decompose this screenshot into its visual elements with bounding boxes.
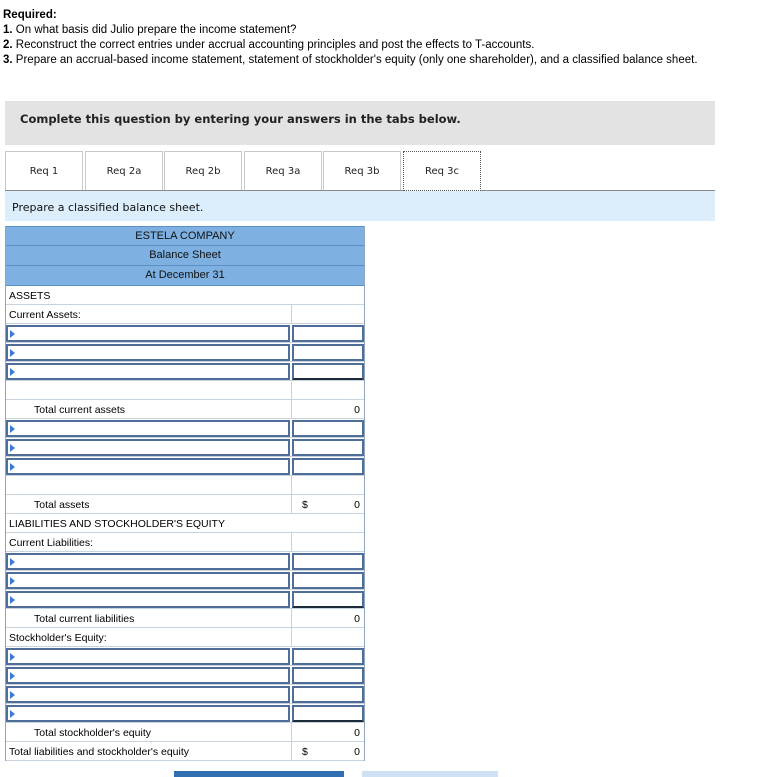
amount-input[interactable] <box>292 705 364 722</box>
total-assets-row: Total assets $ 0 <box>6 495 364 514</box>
tab-req-3a[interactable]: Req 3a <box>244 151 322 190</box>
current-assets-heading-row: Current Assets: <box>6 305 364 324</box>
previous-tab-button[interactable] <box>174 771 344 777</box>
current-liabilities-heading-row: Current Liabilities: <box>6 533 364 552</box>
liability-input-row <box>6 571 364 590</box>
total-stockholders-equity-value: 0 <box>354 727 360 739</box>
asset-input-row <box>6 457 364 476</box>
account-select[interactable] <box>6 458 290 475</box>
blank-row <box>6 476 364 495</box>
currency-symbol: $ <box>302 746 308 758</box>
amount-input[interactable] <box>292 344 364 361</box>
dropdown-marker-icon <box>10 691 15 699</box>
amount-input[interactable] <box>292 325 364 342</box>
account-select[interactable] <box>6 325 290 342</box>
asset-input-row <box>6 343 364 362</box>
requirements <box>3 8 763 68</box>
dropdown-marker-icon <box>10 368 15 376</box>
amount-input[interactable] <box>292 667 364 684</box>
dropdown-marker-icon <box>10 463 15 471</box>
account-select[interactable] <box>6 363 290 380</box>
account-select[interactable] <box>6 667 290 684</box>
tab-req-3c[interactable]: Req 3c <box>403 151 481 191</box>
stockholders-equity-heading-row: Stockholder's Equity: <box>6 628 364 647</box>
next-tab-button[interactable] <box>362 771 498 777</box>
account-select[interactable] <box>6 420 290 437</box>
asset-input-row <box>6 438 364 457</box>
requirement-3: 3. Prepare an accrual-based income statement, statement of stockholder's equity (only one shareholder), and a classified balance sheet. <box>3 54 698 66</box>
total-liabilities-equity-value: 0 <box>354 746 360 758</box>
equity-input-row <box>6 704 364 723</box>
total-stockholders-equity-row: Total stockholder's equity 0 <box>6 723 364 742</box>
total-current-liabilities-row: Total current liabilities 0 <box>6 609 364 628</box>
amount-input[interactable] <box>292 686 364 703</box>
amount-input[interactable] <box>292 363 364 380</box>
liability-input-row <box>6 552 364 571</box>
amount-input[interactable] <box>292 420 364 437</box>
statement-title: Balance Sheet <box>6 246 364 266</box>
blank-row <box>6 381 364 400</box>
total-current-liabilities-value: 0 <box>354 613 360 625</box>
total-current-assets-row: Total current assets 0 <box>6 400 364 419</box>
requirement-1: 1. On what basis did Julio prepare the income statement? <box>3 24 297 36</box>
account-select[interactable] <box>6 648 290 665</box>
total-current-assets-value: 0 <box>354 404 360 416</box>
dropdown-marker-icon <box>10 577 15 585</box>
account-select[interactable] <box>6 705 290 722</box>
amount-input[interactable] <box>292 648 364 665</box>
required-heading: Required: <box>3 9 57 21</box>
balance-sheet <box>5 226 365 761</box>
tab-req-2b[interactable]: Req 2b <box>164 151 242 190</box>
equity-input-row <box>6 666 364 685</box>
account-select[interactable] <box>6 591 290 608</box>
total-assets-value: 0 <box>354 499 360 511</box>
statement-date: At December 31 <box>6 266 364 286</box>
dropdown-marker-icon <box>10 349 15 357</box>
tab-req-2a[interactable]: Req 2a <box>85 151 163 190</box>
dropdown-marker-icon <box>10 596 15 604</box>
liability-input-row <box>6 590 364 609</box>
asset-input-row <box>6 362 364 381</box>
equity-input-row <box>6 647 364 666</box>
instructions-banner: Complete this question by entering your answers in the tabs below. <box>5 101 715 145</box>
tab-instruction: Prepare a classified balance sheet. <box>5 191 715 221</box>
requirement-2: 2. Reconstruct the correct entries under accrual accounting principles and post the effects to T-accounts. <box>3 39 535 51</box>
company-name: ESTELA COMPANY <box>6 226 364 246</box>
tab-req-3b[interactable]: Req 3b <box>323 151 401 190</box>
dropdown-marker-icon <box>10 672 15 680</box>
amount-input[interactable] <box>292 553 364 570</box>
dropdown-marker-icon <box>10 710 15 718</box>
account-select[interactable] <box>6 439 290 456</box>
amount-input[interactable] <box>292 458 364 475</box>
account-select[interactable] <box>6 344 290 361</box>
dropdown-marker-icon <box>10 330 15 338</box>
dropdown-marker-icon <box>10 558 15 566</box>
asset-input-row <box>6 419 364 438</box>
equity-input-row <box>6 685 364 704</box>
account-select[interactable] <box>6 572 290 589</box>
total-liabilities-equity-row: Total liabilities and stockholder's equity $ 0 <box>6 742 364 761</box>
amount-input[interactable] <box>292 572 364 589</box>
tab-req-1[interactable]: Req 1 <box>5 151 83 190</box>
asset-input-row <box>6 324 364 343</box>
assets-heading-row: ASSETS <box>6 286 364 305</box>
amount-input[interactable] <box>292 439 364 456</box>
dropdown-marker-icon <box>10 653 15 661</box>
tab-bar <box>5 151 715 191</box>
dropdown-marker-icon <box>10 444 15 452</box>
account-select[interactable] <box>6 553 290 570</box>
currency-symbol: $ <box>302 499 308 511</box>
dropdown-marker-icon <box>10 425 15 433</box>
amount-input[interactable] <box>292 591 364 608</box>
account-select[interactable] <box>6 686 290 703</box>
liabilities-equity-heading-row: LIABILITIES AND STOCKHOLDER'S EQUITY <box>6 514 364 533</box>
